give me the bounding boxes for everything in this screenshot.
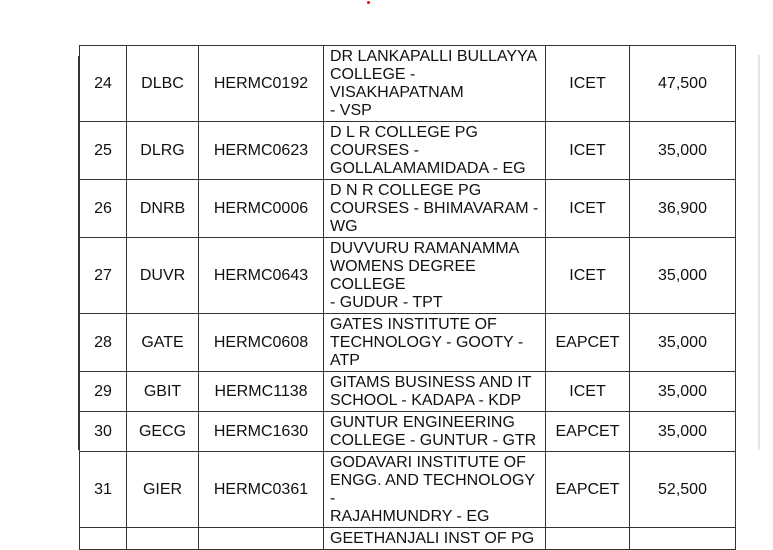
row-sno: [80, 528, 127, 550]
college-name-line: RAJAHMUNDRY - EG: [330, 508, 490, 525]
row-college-name: [324, 180, 546, 238]
row-college-name: [324, 452, 546, 528]
college-name-line: DR LANKAPALLI BULLAYYA: [330, 48, 538, 65]
row-college-name: [324, 314, 546, 372]
row-exam: EAPCET: [546, 452, 630, 528]
college-name-line: GOLLALAMAMIDADA - EG: [330, 160, 526, 177]
row-inst-code: HERMC1630: [199, 412, 324, 452]
row-college-code: GECG: [127, 412, 199, 452]
row-inst-code: HERMC1138: [199, 372, 324, 412]
row-exam: EAPCET: [546, 314, 630, 372]
college-name-line: GODAVARI INSTITUTE OF: [330, 454, 526, 471]
row-sno: 31: [80, 452, 127, 528]
row-college-name: [324, 46, 546, 122]
college-name-line: - GUDUR - TPT: [330, 294, 443, 311]
table-row: [80, 372, 736, 412]
table-row: [80, 412, 736, 452]
fee-table-container: [78, 48, 736, 547]
row-sno: 25: [80, 122, 127, 180]
row-fee: 35,000: [630, 122, 736, 180]
row-inst-code: HERMC0623: [199, 122, 324, 180]
row-college-code: [127, 528, 199, 550]
college-name-line: - VSP: [330, 102, 372, 119]
row-fee: 35,000: [630, 412, 736, 452]
row-exam: ICET: [546, 372, 630, 412]
row-exam: ICET: [546, 46, 630, 122]
row-fee: 35,000: [630, 238, 736, 314]
row-inst-code: HERMC0643: [199, 238, 324, 314]
row-sno: 28: [80, 314, 127, 372]
row-sno: 27: [80, 238, 127, 314]
row-exam: ICET: [546, 238, 630, 314]
college-name-line: WOMENS DEGREE COLLEGE: [330, 258, 476, 293]
table-row: [80, 46, 736, 122]
table-row: [80, 314, 736, 372]
college-name-line: D L R COLLEGE PG: [330, 124, 478, 141]
table-row: [80, 122, 736, 180]
college-name-line: GEETHANJALI INST OF PG: [330, 530, 535, 547]
row-sno: 30: [80, 412, 127, 452]
row-fee: [630, 528, 736, 550]
college-name-line: COLLEGE - VISAKHAPATNAM: [330, 66, 464, 101]
table-row: [80, 528, 736, 550]
college-name-line: D N R COLLEGE PG: [330, 182, 482, 199]
row-sno: 24: [80, 46, 127, 122]
row-college-code: DUVR: [127, 238, 199, 314]
row-inst-code: HERMC0361: [199, 452, 324, 528]
row-exam: ICET: [546, 180, 630, 238]
college-name-line: ATP: [330, 352, 360, 369]
college-name-line: TECHNOLOGY - GOOTY -: [330, 334, 524, 351]
row-fee: 47,500: [630, 46, 736, 122]
row-college-code: DLBC: [127, 46, 199, 122]
college-name-line: COURSES -: [330, 142, 419, 159]
row-inst-code: HERMC0006: [199, 180, 324, 238]
row-fee: 35,000: [630, 314, 736, 372]
table-row: [80, 180, 736, 238]
college-name-line: GUNTUR ENGINEERING: [330, 414, 515, 431]
row-college-name: [324, 528, 546, 550]
college-name-line: ENGG. AND TECHNOLOGY -: [330, 472, 535, 507]
row-exam: [546, 528, 630, 550]
red-mark: [367, 1, 370, 4]
college-name-line: GITAMS BUSINESS AND IT: [330, 374, 532, 391]
fee-table-body: [80, 46, 736, 550]
row-exam: EAPCET: [546, 412, 630, 452]
row-inst-code: [199, 528, 324, 550]
table-row: [80, 452, 736, 528]
row-inst-code: HERMC0192: [199, 46, 324, 122]
page-edge-shadow: [758, 55, 760, 450]
row-sno: 29: [80, 372, 127, 412]
row-college-code: DLRG: [127, 122, 199, 180]
college-name-line: GATES INSTITUTE OF: [330, 316, 497, 333]
row-fee: 35,000: [630, 372, 736, 412]
fee-table: [79, 45, 736, 550]
row-exam: ICET: [546, 122, 630, 180]
row-college-code: GIER: [127, 452, 199, 528]
college-name-line: COURSES - BHIMAVARAM -: [330, 200, 539, 217]
row-fee: 36,900: [630, 180, 736, 238]
row-college-code: GBIT: [127, 372, 199, 412]
college-name-line: DUVVURU RAMANAMMA: [330, 240, 520, 257]
college-name-line: WG: [330, 218, 358, 235]
college-name-line: SCHOOL - KADAPA - KDP: [330, 392, 522, 409]
row-college-name: [324, 238, 546, 314]
row-college-name: [324, 122, 546, 180]
row-college-name: [324, 372, 546, 412]
row-fee: 52,500: [630, 452, 736, 528]
row-inst-code: HERMC0608: [199, 314, 324, 372]
row-college-name: [324, 412, 546, 452]
table-row: [80, 238, 736, 314]
row-college-code: GATE: [127, 314, 199, 372]
row-college-code: DNRB: [127, 180, 199, 238]
row-sno: 26: [80, 180, 127, 238]
college-name-line: COLLEGE - GUNTUR - GTR: [330, 432, 537, 449]
